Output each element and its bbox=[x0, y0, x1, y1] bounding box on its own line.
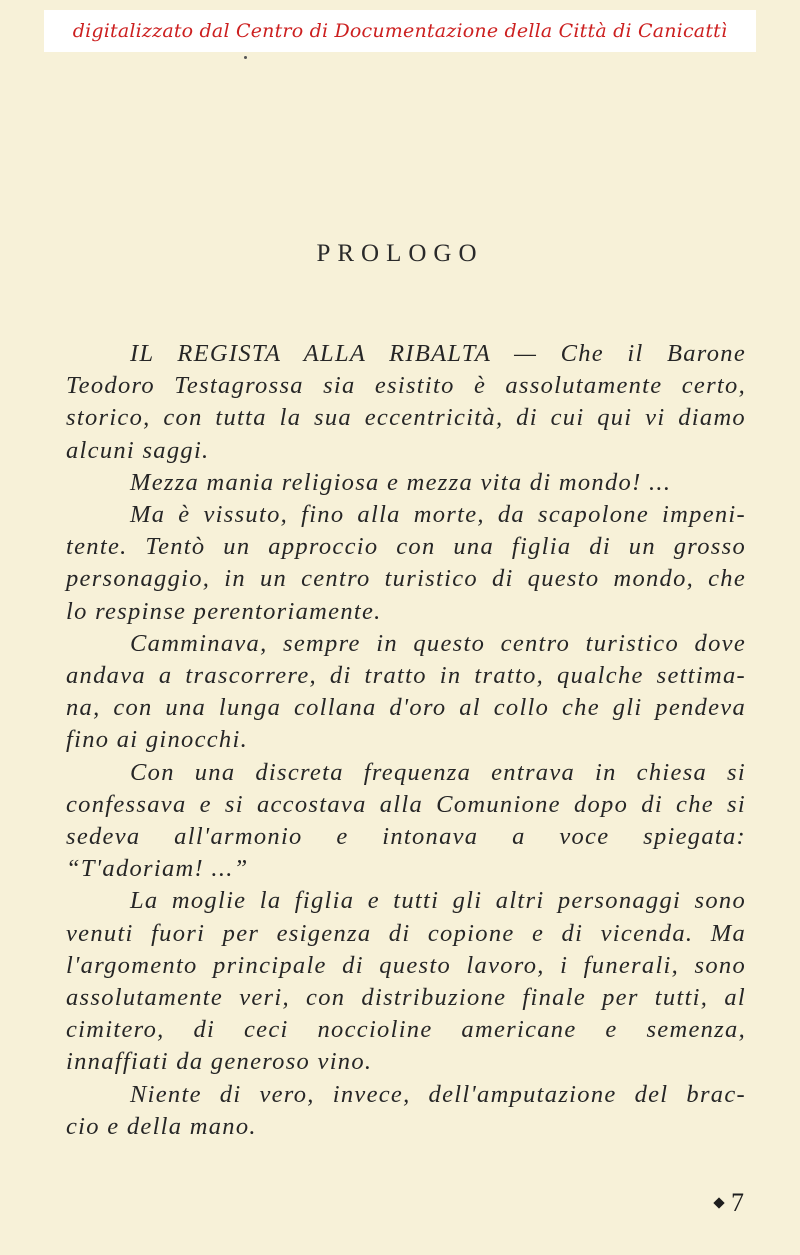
paragraph bbox=[66, 1079, 746, 1143]
text-line: andava a trascorrere, di tratto in tratto, qualche settima- bbox=[66, 662, 746, 690]
text-line: cio e della mano. bbox=[66, 1112, 257, 1140]
page-number-value: 7 bbox=[731, 1188, 744, 1217]
text-line: alcuni saggi. bbox=[66, 436, 210, 464]
paragraph bbox=[66, 499, 746, 628]
paragraph bbox=[66, 885, 746, 1078]
chapter-title: PROLOGO bbox=[316, 240, 484, 267]
text-line: Niente di vero, invece, dell'amputazione del brac- bbox=[130, 1080, 746, 1108]
text-line: venuti fuori per esigenza di copione e di vicenda. Ma bbox=[66, 919, 746, 947]
text-line: Con una discreta frequenza entrava in chiesa si bbox=[130, 758, 746, 786]
text-line: personaggio, in un centro turistico di questo mondo, che bbox=[66, 565, 746, 593]
text-line: assolutamente veri, con distribuzione finale per tutti, al bbox=[66, 984, 746, 1012]
watermark-banner bbox=[44, 10, 756, 52]
text-line: lo respinse perentoriamente. bbox=[66, 597, 382, 625]
text-line: Mezza mania religiosa e mezza vita di mondo! ... bbox=[130, 468, 672, 496]
diamond-icon bbox=[713, 1197, 724, 1208]
watermark-text: digitalizzato dal Centro di Documentazione della Città di Canicattì bbox=[72, 20, 728, 42]
text-line: tente. Tentò un approccio con una figlia di un grosso bbox=[66, 533, 746, 561]
text-line: “T'adoriam! ...” bbox=[66, 855, 249, 883]
text-line: sedeva all'armonio e intonava a voce spiegata: bbox=[66, 823, 746, 851]
text-line: fino ai ginocchi. bbox=[66, 726, 249, 754]
page-number bbox=[715, 1188, 744, 1218]
ink-speck bbox=[244, 56, 247, 59]
text-line: Ma è vissuto, fino alla morte, da scapolone impeni- bbox=[130, 501, 746, 529]
text-line: Camminava, sempre in questo centro turistico dove bbox=[130, 629, 746, 657]
text-line: IL REGISTA ALLA RIBALTA — Che il Barone bbox=[130, 340, 746, 367]
text-line: storico, con tutta la sua eccentricità, di cui qui vi diamo bbox=[66, 404, 746, 432]
text-line: Teodoro Testagrossa sia esistito è assolutamente certo, bbox=[66, 372, 746, 400]
body-text bbox=[66, 338, 746, 1143]
text-line: l'argomento principale di questo lavoro, i funerali, sono bbox=[66, 951, 746, 979]
text-line: innaffiati da generoso vino. bbox=[66, 1048, 373, 1076]
paragraph bbox=[66, 757, 746, 886]
text-line: cimitero, di ceci noccioline americane e semenza, bbox=[66, 1016, 746, 1044]
text-line: confessava e si accostava alla Comunione dopo di che si bbox=[66, 790, 746, 818]
text-line: La moglie la figlia e tutti gli altri personaggi sono bbox=[130, 887, 746, 915]
paragraph bbox=[66, 467, 746, 499]
text-line: na, con una lunga collana d'oro al collo che gli pendeva bbox=[66, 694, 746, 722]
paragraph bbox=[66, 628, 746, 757]
paragraph bbox=[66, 338, 746, 467]
